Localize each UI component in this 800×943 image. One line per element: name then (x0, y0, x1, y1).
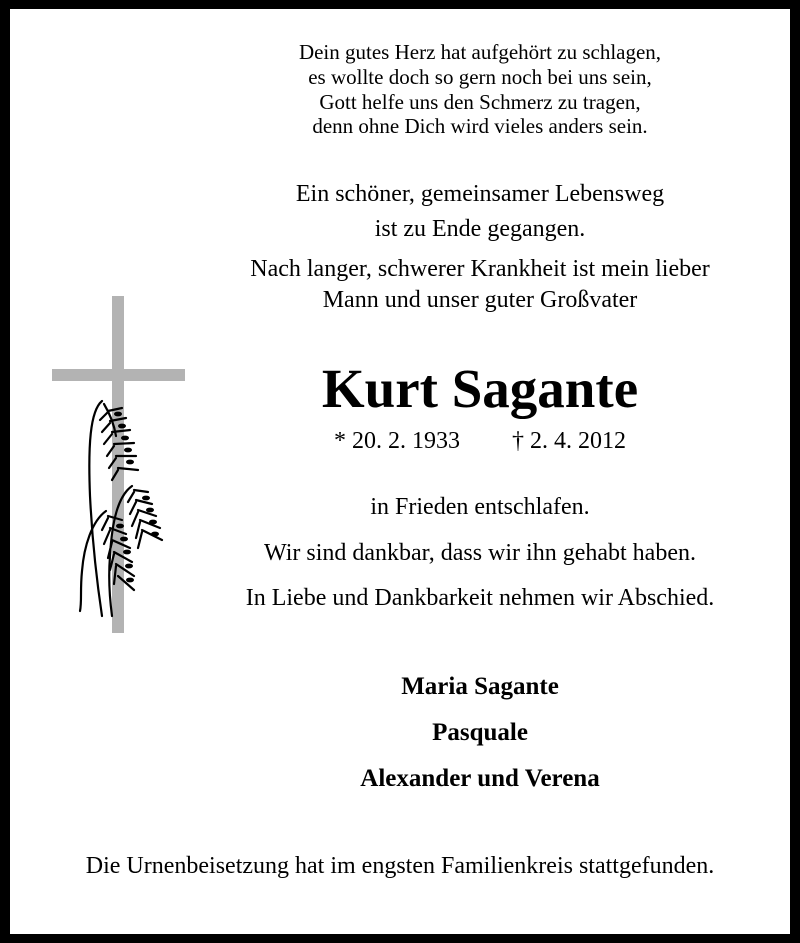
birth-date: * 20. 2. 1933 (334, 428, 460, 454)
poem-line-1: Dein gutes Herz hat aufgehört zu schlagen, (298, 40, 662, 64)
life-dates (160, 424, 800, 458)
closing-line-3: In Liebe und Dankbarkeit nehmen wir Abschied. (245, 585, 715, 611)
poem-line-4: denn ohne Dich wird vieles anders sein. (312, 114, 648, 138)
intro-line-1: Ein schöner, gemeinsamer Lebensweg (295, 181, 665, 207)
mourner-3: Alexander und Verena (360, 765, 600, 792)
closing-line-1: in Frieden entschlafen. (370, 494, 590, 520)
mourner-2: Pasquale (432, 719, 528, 746)
intro-line-4: Mann und unser guter Großvater (322, 287, 638, 313)
mourner-1: Maria Sagante (401, 673, 559, 700)
intro-line-2: ist zu Ende gegangen. (374, 216, 586, 242)
closing-line-2: Wir sind dankbar, dass wir ihn gehabt haben. (264, 540, 696, 566)
poem-line-3: Gott helfe uns den Schmerz zu tragen, (319, 90, 641, 114)
burial-note: Die Urnenbeisetzung hat im engsten Familienkreis stattgefunden. (85, 853, 715, 879)
poem-line-2: es wollte doch so gern noch bei uns sein, (308, 65, 652, 89)
death-date: † 2. 4. 2012 (512, 428, 626, 454)
deceased-name: Kurt Sagante (321, 358, 639, 419)
intro-line-3: Nach langer, schwerer Krankheit ist mein lieber (250, 256, 710, 282)
